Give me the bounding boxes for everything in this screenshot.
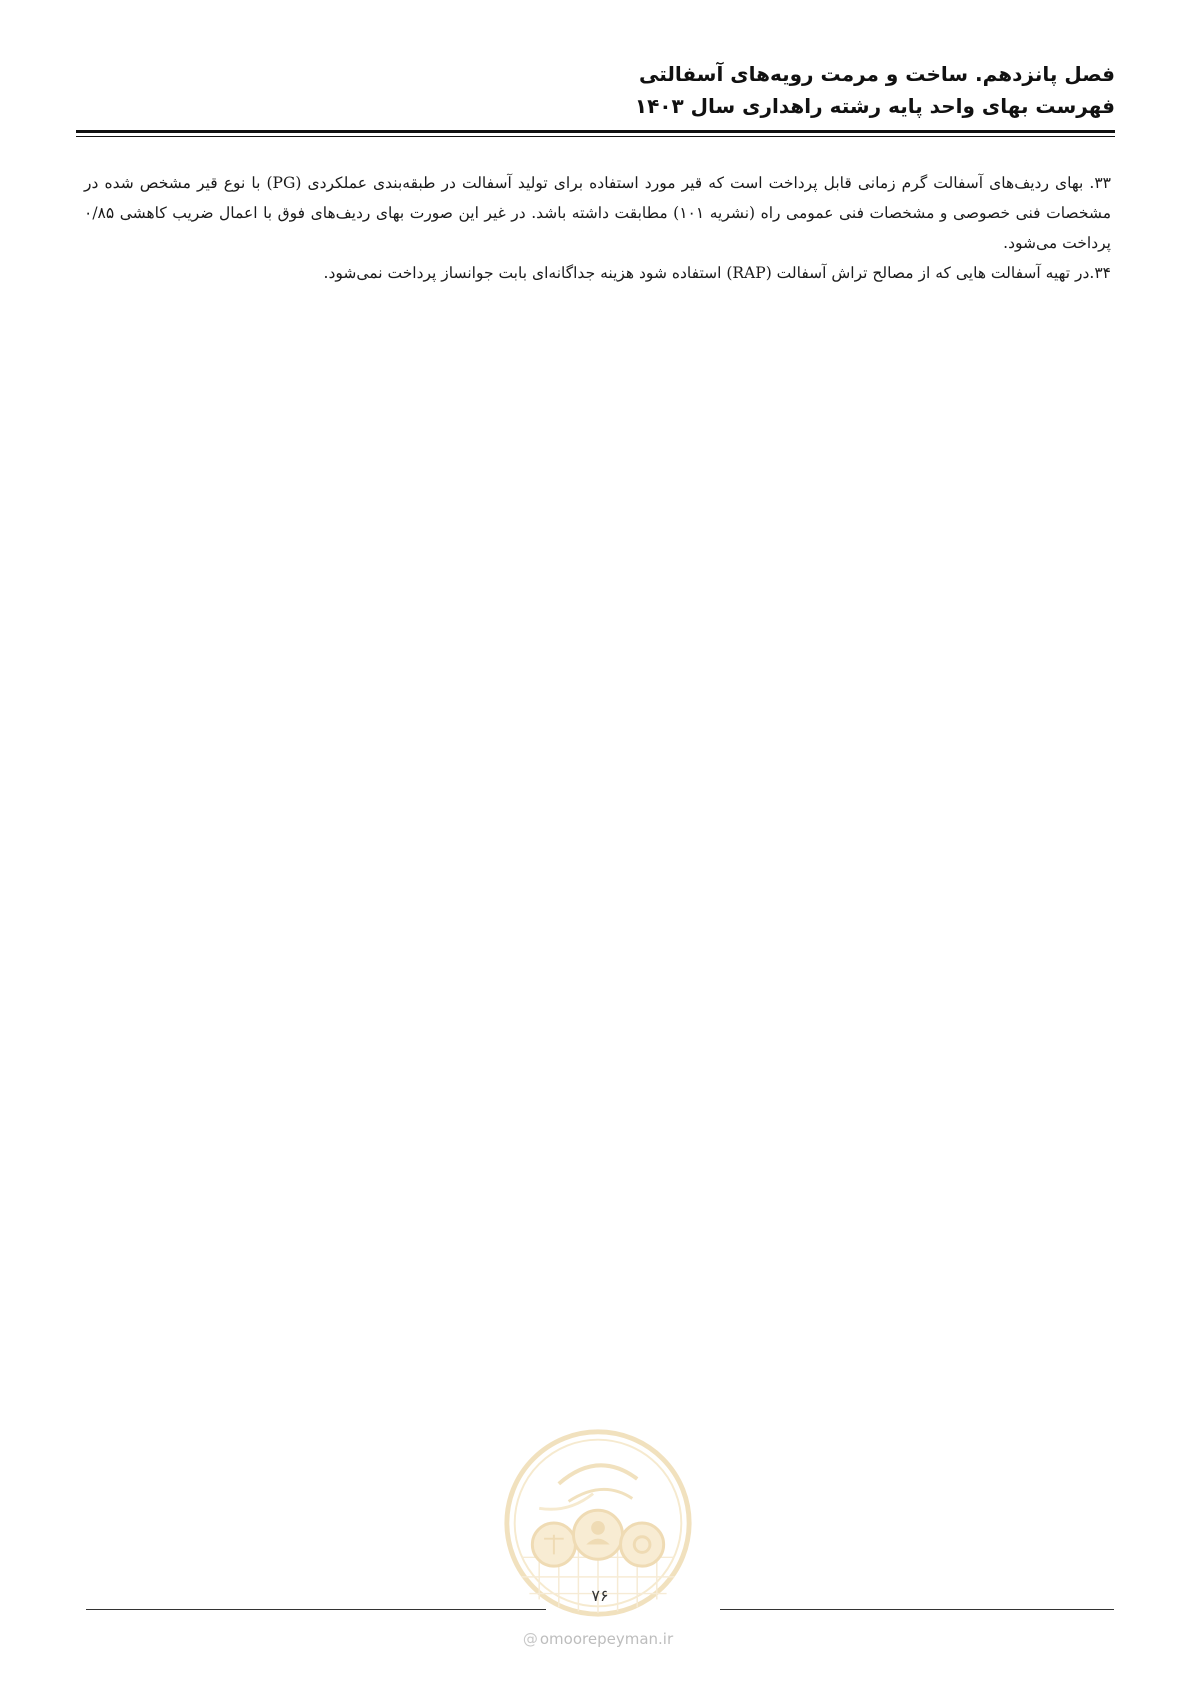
book-title: فهرست بهای واحد پایه رشته راهداری سال ۱۴۰۳ [634, 94, 1115, 118]
chapter-title: فصل پانزدهم. ساخت و مرمت رویه‌های آسفالتی [638, 62, 1115, 86]
footer-divider-left [86, 1609, 546, 1610]
footer-divider-right [720, 1609, 1114, 1610]
header-divider-thin [76, 136, 1115, 137]
site-url[interactable]: omoorepeyman.ir [539, 1630, 674, 1648]
site-credit [500, 1630, 696, 1648]
page-number: ۷۶ [591, 1586, 609, 1605]
note-34: ۳۴.در تهیه آسفالت هایی که از مصالح تراش آسفالت (RAP) استفاده شود هزینه جداگانه‌ای بابت جوانساز پرداخت نمی‌شود. [323, 264, 1111, 282]
notes-section [84, 168, 1111, 288]
at-sign-icon: @ [522, 1630, 538, 1648]
note-33: ۳۳. بهای ردیف‌های آسفالت گرم زمانی قابل پرداخت است که قیر مورد استفاده برای تولید آسفالت در طبقه‌بندی عملکردی (PG) با نوع قیر مشخص شده در مشخصات فنی خصوصی و مشخصات فنی عمومی راه (نشریه ۱۰۱) مطابقت داشته باشد. در غیر این صورت بهای ردیف‌های فوق با اعمال ضریب کاهشی ۰/۸۵ پرداخت می‌شود. [84, 174, 1111, 252]
header-divider-thick [76, 130, 1115, 133]
page-header [76, 58, 1115, 122]
